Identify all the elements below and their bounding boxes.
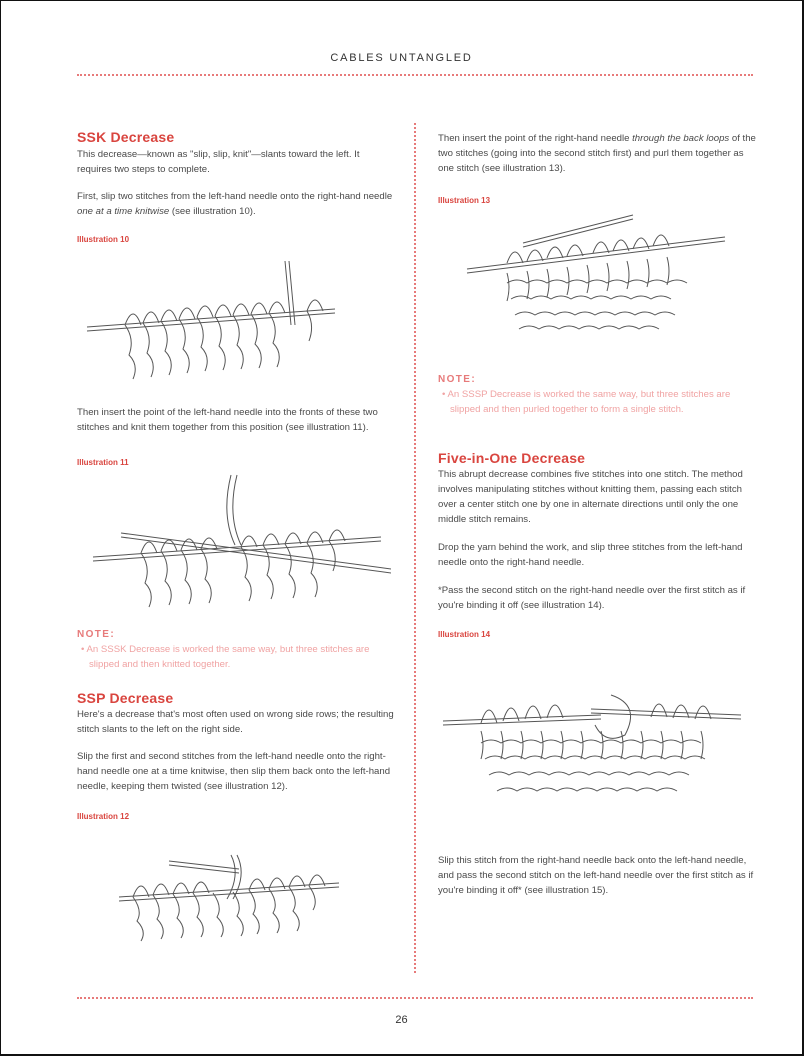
- ssp-continued: [438, 131, 756, 208]
- left-note: [77, 627, 395, 672]
- ssk-step2-text: Then insert the point of the left-hand needle into the fronts of these two stitches and knit them together from this position (see illustration 11).: [77, 407, 378, 433]
- ssk-section: [77, 128, 395, 247]
- illustration-12: [109, 853, 359, 955]
- note-heading: NOTE:: [438, 374, 477, 385]
- sssk-note-text: • An SSSK Decrease is worked the same way, but three stitches are slipped and then knitted together.: [81, 644, 370, 670]
- illustration-10: [85, 259, 345, 387]
- knitting-five-in-one-illustration: [441, 679, 751, 819]
- right-note: [438, 372, 756, 417]
- illustration-14: [441, 679, 751, 819]
- ssk-step1-text: First, slip two stitches from the left-hand needle onto the right-hand needle one at a time knitwise (see illustration 10).: [77, 191, 393, 217]
- five-in-one-continued: [438, 853, 756, 898]
- ssk-intro-text: This decrease—known as "slip, slip, knit"—slants toward the left. It requires two steps to complete.: [77, 149, 360, 175]
- five-in-one-step1-text: Drop the yarn behind the work, and slip three stitches from the left-hand needle onto the right-hand needle.: [438, 542, 743, 568]
- ssp-step2-text: Then insert the point of the right-hand needle through the back loops of the two stitches (going into the second stitch first) and purl them together as one stitch (see illustration 13).: [438, 133, 756, 174]
- ssp-step2-emphasis: through the back loops: [632, 133, 730, 144]
- ssp-step1-text: Slip the first and second stitches from the left-hand needle onto the right-hand needle one at a time knitwise, then slip them back onto the left-hand needle, keeping them twisted (see illustration 12).: [77, 751, 391, 792]
- illustration-11: [91, 473, 391, 621]
- bottom-dotted-rule: [77, 997, 753, 999]
- illustration-14-label: Illustration 14: [438, 630, 491, 639]
- ssk-step2: [77, 405, 395, 470]
- five-in-one-heading: Five-in-One Decrease: [438, 450, 586, 466]
- running-head: CABLES UNTANGLED: [330, 52, 473, 64]
- illustration-10-label: Illustration 10: [77, 235, 130, 244]
- top-dotted-rule: [77, 74, 753, 76]
- illustration-12-label: Illustration 12: [77, 812, 130, 821]
- knitting-ssk-knit-together-illustration: [91, 473, 391, 621]
- page-number: 26: [395, 1014, 408, 1026]
- knitting-ssp-twisted-illustration: [109, 853, 359, 955]
- five-in-one-step2-text: *Pass the second stitch on the right-hand needle over the first stitch as if you're binding it off (see illustration 14).: [438, 585, 746, 611]
- illustration-13: [463, 213, 733, 345]
- five-in-one-step3-text: Slip this stitch from the right-hand needle back onto the left-hand needle, and pass the second stitch on the left-hand needle over the first stitch as if you're binding it off* (see illustration 15).: [438, 855, 754, 896]
- ssp-intro-text: Here's a decrease that's most often used on wrong side rows; the resulting stitch slants to the left on the right side.: [77, 709, 394, 735]
- illustration-13-label: Illustration 13: [438, 196, 491, 205]
- five-in-one-section: [438, 449, 756, 642]
- note-heading: NOTE:: [77, 629, 116, 640]
- ssk-step1-emphasis: one at a time knitwise: [77, 206, 170, 217]
- illustration-11-label: Illustration 11: [77, 458, 129, 467]
- ssp-heading: SSP Decrease: [77, 690, 174, 706]
- sssp-note-text: • An SSSP Decrease is worked the same way, but three stitches are slipped and then purled together to form a single stitch.: [442, 389, 731, 415]
- knitting-ssp-purl-together-illustration: [463, 213, 733, 345]
- ssp-section: [77, 689, 395, 824]
- five-in-one-intro-text: This abrupt decrease combines five stitches into one stitch. The method involves manipulating stitches without knitting them, passing each stitch over a center stitch one by one in alternate directions until only the one middle stitch remains.: [438, 469, 743, 525]
- knitting-ssk-slip-illustration: [85, 259, 345, 387]
- column-divider: [414, 123, 416, 973]
- ssk-heading: SSK Decrease: [77, 129, 175, 145]
